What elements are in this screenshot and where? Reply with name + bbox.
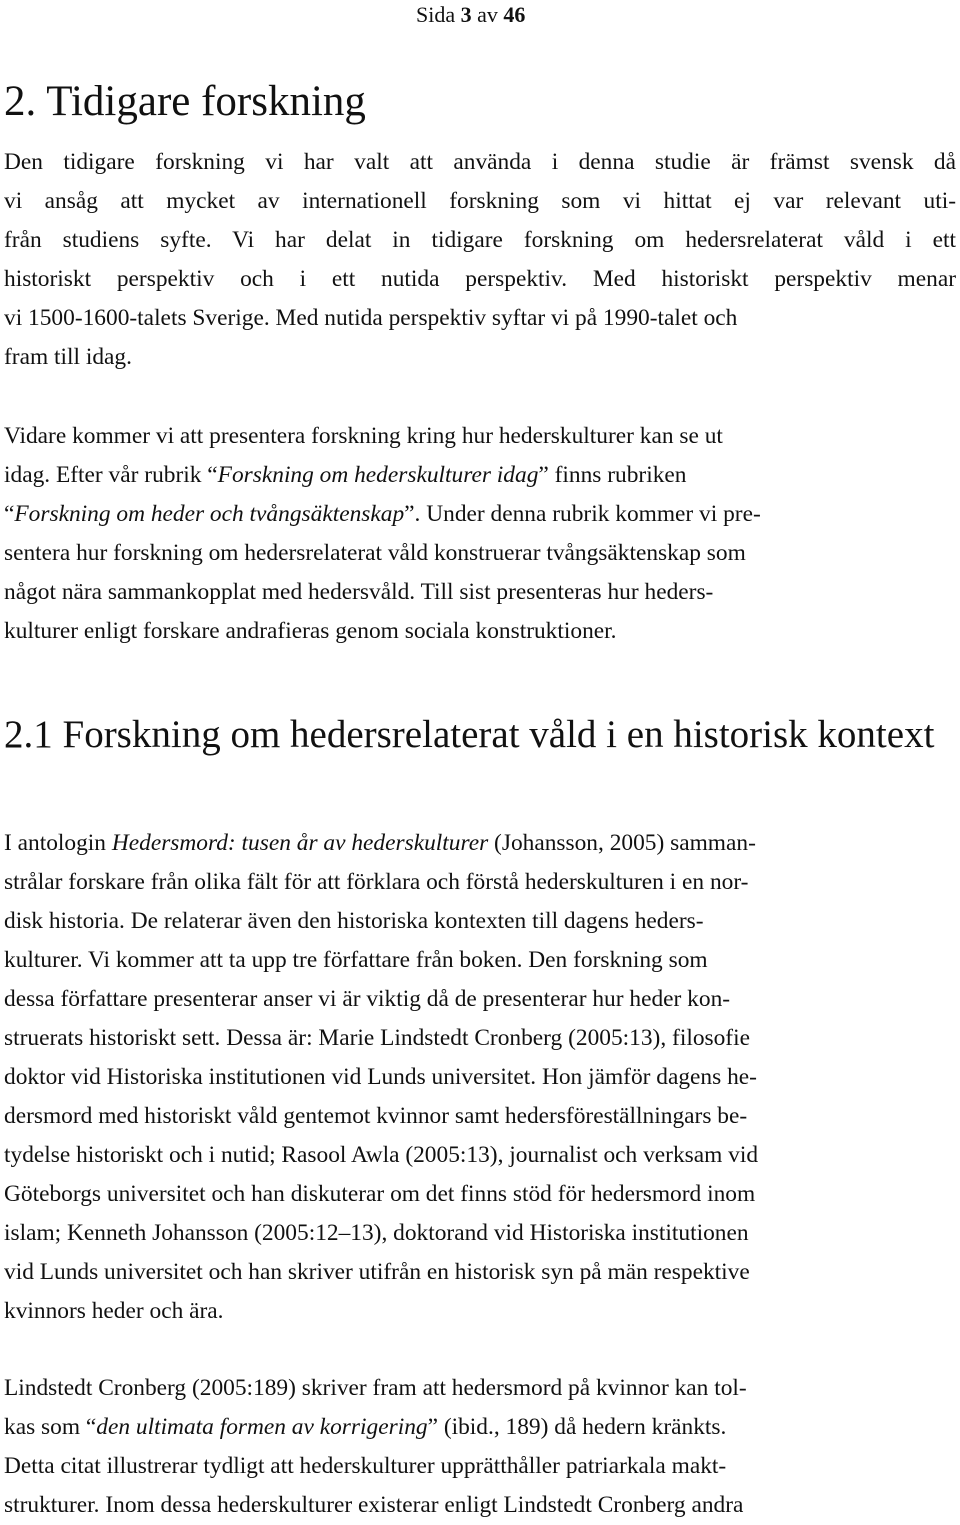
text-line: dersmord med historiskt våld gentemot kvinnor samt hedersföreställningars be- [4, 1103, 748, 1129]
anthology-paragraph [4, 824, 956, 1331]
text-line: Lindstedt Cronberg (2005:189) skriver fram att hedersmord på kvinnor kan tol- [4, 1375, 747, 1401]
text-line: Den tidigare forskning vi har valt att använda i denna studie är främst svensk då [4, 149, 956, 175]
text-line: sentera hur forskning om hedersrelaterat våld konstruerar tvångsäktenskap som [4, 540, 746, 566]
italic-quote: den ultimata formen av korrigering [96, 1414, 428, 1440]
text-line: vi 1500-1600-talets Sverige. Med nutida perspektiv syftar vi på 1990-talet och [4, 305, 738, 331]
intro-paragraph [4, 143, 956, 377]
text-line: något nära sammankopplat med hedersvåld. Till sist presenteras hur heders- [4, 579, 714, 605]
text-segment: idag. Efter vår rubrik “ [4, 462, 218, 488]
text-line: kulturer enligt forskare andrafieras genom sociala konstruktioner. [4, 618, 617, 644]
italic-rubric-title: Forskning om heder och tvångsäktenskap [14, 501, 405, 527]
total-pages-number: 46 [503, 2, 526, 27]
text-line: Vidare kommer vi att presentera forskning kring hur hederskulturer kan se ut [4, 423, 723, 449]
page-number-header [416, 2, 525, 28]
text-line: dessa författare presenterar anser vi är viktig då de presenterar hur heder kon- [4, 986, 731, 1012]
cronberg-paragraph [4, 1369, 956, 1525]
text-segment: I antologin [4, 830, 112, 856]
text-line: från studiens syfte. Vi har delat in tidigare forskning om hedersrelaterat våld i ett [4, 227, 956, 253]
text-segment: ” (ibid., 189) då hedern kränkts. [427, 1414, 727, 1440]
text-line: doktor vid Historiska institutionen vid Lunds universitet. Hon jämför dagens he- [4, 1064, 757, 1090]
page-label: Sida [416, 2, 456, 27]
text-line: fram till idag. [4, 344, 132, 370]
page-of-label: av [477, 2, 498, 27]
text-segment: (Johansson, 2005) samman- [488, 830, 756, 856]
text-line: tydelse historiskt och i nutid; Rasool Awla (2005:13), journalist och verksam vid [4, 1142, 759, 1168]
text-line: struerats historiskt sett. Dessa är: Marie Lindstedt Cronberg (2005:13), filosofie [4, 1025, 750, 1051]
text-line: strukturer. Inom dessa hederskulturer existerar enligt Lindstedt Cronberg andra [4, 1492, 744, 1518]
italic-rubric-title: Forskning om hederskulturer idag [217, 462, 539, 488]
text-line [4, 456, 956, 495]
text-line: Detta citat illustrerar tydligt att hederskulturer upprätthåller patriarkala makt- [4, 1453, 727, 1479]
text-line: vi ansåg att mycket av internationell forskning som vi hittat ej var relevant uti- [4, 188, 956, 214]
text-line: historiskt perspektiv och i ett nutida perspektiv. Med historiskt perspektiv menar [4, 266, 956, 292]
text-segment: ” finns rubriken [538, 462, 687, 488]
text-line [4, 495, 956, 534]
text-line: vid Lunds universitet och han skriver utifrån en historisk syn på män respektive [4, 1259, 750, 1285]
overview-paragraph [4, 417, 956, 651]
text-line: islam; Kenneth Johansson (2005:12–13), doktorand vid Historiska institutionen [4, 1220, 749, 1246]
text-line: kulturer. Vi kommer att ta upp tre författare från boken. Den forskning som [4, 947, 708, 973]
text-line [4, 1408, 956, 1447]
text-segment: “ [4, 501, 15, 527]
section-title: 2. Tidigare forskning [4, 78, 366, 125]
text-line: kvinnors heder och ära. [4, 1298, 224, 1324]
text-line [4, 824, 956, 863]
current-page-number: 3 [460, 2, 472, 27]
text-line: strålar forskare från olika fält för att förklara och förstå hederskulturen i en nor- [4, 869, 749, 895]
text-line: disk historia. De relaterar även den historiska kontexten till dagens heders- [4, 908, 704, 934]
text-segment: ”. Under denna rubrik kommer vi pre- [404, 501, 761, 527]
subsection-title: 2.1 Forskning om hedersrelaterat våld i en historisk kontext [4, 713, 935, 756]
text-line: Göteborgs universitet och han diskuterar om det finns stöd för hedersmord inom [4, 1181, 756, 1207]
italic-book-title: Hedersmord: tusen år av hederskulturer [111, 830, 489, 856]
text-segment: kas som “ [4, 1414, 97, 1440]
